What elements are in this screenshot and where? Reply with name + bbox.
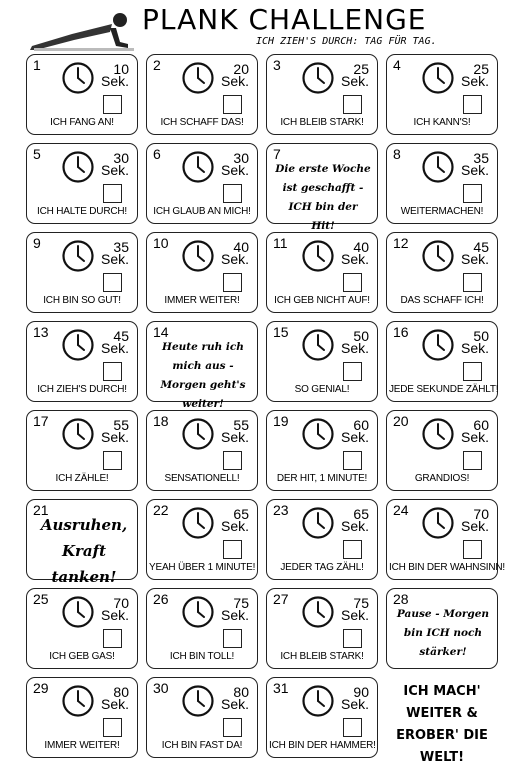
duration-seconds: 35	[113, 239, 129, 255]
rest-day-note: Heute ruh ich mich aus - Morgen geht's weiter!	[160, 341, 246, 410]
day-card	[146, 410, 258, 491]
duration	[93, 686, 129, 710]
day-number: 4	[393, 57, 401, 73]
day-number: 8	[393, 146, 401, 162]
duration-seconds: 50	[353, 328, 369, 344]
duration	[333, 686, 369, 710]
day-motto: WEITERMACHEN!	[400, 206, 484, 217]
duration-seconds: 80	[113, 684, 129, 700]
done-checkbox[interactable]	[343, 629, 362, 648]
clock-icon	[421, 506, 455, 540]
day-card	[386, 232, 498, 313]
done-checkbox[interactable]	[103, 451, 122, 470]
day-number: 17	[33, 413, 49, 429]
duration-unit: Sek.	[100, 162, 129, 178]
day-number: 10	[153, 235, 169, 251]
day-number: 12	[393, 235, 409, 251]
day-motto: ICH BIN SO GUT!	[43, 295, 121, 306]
done-checkbox[interactable]	[223, 718, 242, 737]
day-card	[386, 410, 498, 491]
done-checkbox[interactable]	[223, 451, 242, 470]
duration-seconds: 60	[353, 417, 369, 433]
day-card	[26, 677, 138, 758]
clock-icon	[181, 506, 215, 540]
done-checkbox[interactable]	[223, 184, 242, 203]
day-number: 27	[273, 591, 289, 607]
duration-seconds: 75	[233, 595, 249, 611]
day-motto: ICH GLAUB AN MICH!	[153, 206, 251, 217]
clock-icon	[421, 417, 455, 451]
done-checkbox[interactable]	[343, 95, 362, 114]
clock-icon	[181, 684, 215, 718]
duration-seconds: 25	[473, 61, 489, 77]
day-motto: ICH GEB GAS!	[49, 651, 115, 662]
day-motto: ICH ZIEH'S DURCH!	[37, 384, 127, 395]
duration	[453, 241, 489, 265]
day-card	[26, 54, 138, 135]
day-card	[26, 232, 138, 313]
duration-unit: Sek.	[100, 340, 129, 356]
clock-icon	[301, 417, 335, 451]
done-checkbox[interactable]	[343, 540, 362, 559]
duration-unit: Sek.	[220, 607, 249, 623]
day-motto: ICH BIN FAST DA!	[161, 740, 243, 751]
day-number: 31	[273, 680, 289, 696]
day-number: 2	[153, 57, 161, 73]
day-number: 7	[273, 146, 281, 162]
duration-seconds: 70	[473, 506, 489, 522]
clock-icon	[61, 61, 95, 95]
day-card	[386, 588, 498, 669]
duration-seconds: 30	[233, 150, 249, 166]
duration-unit: Sek.	[100, 696, 129, 712]
duration-unit: Sek.	[460, 429, 489, 445]
duration-seconds: 60	[473, 417, 489, 433]
done-checkbox[interactable]	[343, 273, 362, 292]
duration	[333, 241, 369, 265]
duration-seconds: 80	[233, 684, 249, 700]
final-message-card	[386, 677, 498, 765]
day-card	[386, 143, 498, 224]
done-checkbox[interactable]	[223, 273, 242, 292]
day-card	[266, 677, 378, 758]
duration-seconds: 35	[473, 150, 489, 166]
day-motto: JEDE SEKUNDE ZÄHLT!	[389, 384, 499, 395]
duration-unit: Sek.	[340, 429, 369, 445]
done-checkbox[interactable]	[103, 184, 122, 203]
day-card	[386, 499, 505, 580]
clock-icon	[181, 417, 215, 451]
duration-unit: Sek.	[460, 518, 489, 534]
done-checkbox[interactable]	[223, 95, 242, 114]
duration-unit: Sek.	[340, 251, 369, 267]
duration	[93, 152, 129, 176]
day-motto: ICH SCHAFF DAS!	[160, 117, 244, 128]
duration-seconds: 65	[353, 506, 369, 522]
duration	[453, 419, 489, 443]
day-motto: ICH BIN DER WAHNSINN!	[389, 562, 505, 573]
day-motto: ICH ZÄHLE!	[55, 473, 109, 484]
day-number: 11	[273, 235, 288, 251]
duration	[213, 686, 249, 710]
page-subtitle: ICH ZIEH'S DURCH: TAG FÜR TAG.	[256, 36, 437, 47]
duration	[453, 508, 489, 532]
duration-seconds: 20	[233, 61, 249, 77]
done-checkbox[interactable]	[463, 451, 482, 470]
done-checkbox[interactable]	[343, 718, 362, 737]
clock-icon	[301, 684, 335, 718]
duration-unit: Sek.	[220, 73, 249, 89]
day-motto: ICH BIN DER HAMMER!	[269, 740, 376, 751]
day-number: 13	[33, 324, 49, 340]
duration-seconds: 30	[113, 150, 129, 166]
day-number: 16	[393, 324, 409, 340]
day-number: 25	[33, 591, 49, 607]
duration-unit: Sek.	[340, 518, 369, 534]
day-motto: ICH BLEIB STARK!	[280, 651, 364, 662]
duration	[213, 508, 249, 532]
clock-icon	[61, 684, 95, 718]
day-card	[146, 54, 258, 135]
rest-day-note: Die erste Woche ist geschafft - ICH bin der Hit!	[275, 163, 371, 232]
duration-unit: Sek.	[460, 251, 489, 267]
day-card	[26, 588, 138, 669]
duration-unit: Sek.	[340, 73, 369, 89]
done-checkbox[interactable]	[223, 540, 242, 559]
duration-seconds: 45	[473, 239, 489, 255]
day-number: 5	[33, 146, 41, 162]
day-motto: ICH FANG AN!	[50, 117, 114, 128]
duration-seconds: 40	[353, 239, 369, 255]
day-motto: IMMER WEITER!	[44, 740, 120, 751]
day-card	[26, 499, 138, 586]
day-motto: ICH KANN'S!	[413, 117, 471, 128]
challenge-grid	[26, 54, 505, 765]
duration	[453, 330, 489, 354]
day-number: 21	[33, 502, 49, 518]
day-number: 20	[393, 413, 409, 429]
day-motto: IMMER WEITER!	[164, 295, 240, 306]
day-card	[266, 232, 378, 313]
day-number: 23	[273, 502, 289, 518]
duration	[333, 63, 369, 87]
day-motto: JEDER TAG ZÄHL!	[280, 562, 364, 573]
done-checkbox[interactable]	[463, 540, 482, 559]
day-card	[146, 321, 258, 410]
day-number: 15	[273, 324, 289, 340]
day-number: 22	[153, 502, 169, 518]
day-motto: ICH HALTE DURCH!	[37, 206, 127, 217]
clock-icon	[181, 150, 215, 184]
clock-icon	[301, 595, 335, 629]
day-number: 28	[393, 591, 409, 607]
done-checkbox[interactable]	[463, 273, 482, 292]
duration-seconds: 70	[113, 595, 129, 611]
duration-unit: Sek.	[220, 162, 249, 178]
clock-icon	[301, 239, 335, 273]
day-number: 1	[33, 57, 41, 73]
done-checkbox[interactable]	[103, 718, 122, 737]
day-card	[266, 143, 378, 232]
day-card	[266, 499, 378, 580]
day-card	[266, 321, 378, 402]
day-number: 14	[153, 324, 169, 340]
day-card	[386, 321, 498, 402]
final-message: ICH MACH' WEITER & EROBER' DIE WELT!	[396, 684, 488, 765]
day-card	[386, 54, 498, 135]
duration	[213, 241, 249, 265]
duration	[93, 63, 129, 87]
duration	[453, 152, 489, 176]
day-motto: ICH GEB NICHT AUF!	[274, 295, 370, 306]
duration	[213, 419, 249, 443]
duration-unit: Sek.	[340, 340, 369, 356]
duration-unit: Sek.	[100, 607, 129, 623]
clock-icon	[301, 328, 335, 362]
day-number: 29	[33, 680, 49, 696]
done-checkbox[interactable]	[103, 273, 122, 292]
duration-unit: Sek.	[220, 518, 249, 534]
duration	[453, 63, 489, 87]
duration-seconds: 25	[353, 61, 369, 77]
day-number: 24	[393, 502, 409, 518]
day-card	[146, 588, 258, 669]
duration	[213, 63, 249, 87]
day-number: 19	[273, 413, 289, 429]
duration-unit: Sek.	[460, 162, 489, 178]
duration-seconds: 65	[233, 506, 249, 522]
duration-unit: Sek.	[340, 696, 369, 712]
day-card	[266, 588, 378, 669]
day-card	[146, 232, 258, 313]
day-card	[146, 143, 258, 224]
rest-day-note: Pause - Morgen bin ICH noch stärker!	[396, 608, 490, 658]
duration-seconds: 90	[353, 684, 369, 700]
day-card	[146, 677, 258, 758]
clock-icon	[61, 150, 95, 184]
done-checkbox[interactable]	[223, 629, 242, 648]
duration-seconds: 45	[113, 328, 129, 344]
clock-icon	[421, 328, 455, 362]
duration	[93, 597, 129, 621]
header	[0, 0, 526, 56]
duration-unit: Sek.	[460, 340, 489, 356]
done-checkbox[interactable]	[463, 184, 482, 203]
duration-unit: Sek.	[100, 73, 129, 89]
done-checkbox[interactable]	[463, 362, 482, 381]
day-number: 30	[153, 680, 169, 696]
clock-icon	[61, 417, 95, 451]
duration	[93, 419, 129, 443]
duration	[333, 508, 369, 532]
duration	[333, 330, 369, 354]
done-checkbox[interactable]	[103, 362, 122, 381]
day-motto: SENSATIONELL!	[164, 473, 240, 484]
duration	[93, 330, 129, 354]
duration-seconds: 10	[113, 61, 129, 77]
day-card	[26, 321, 138, 402]
day-motto: DAS SCHAFF ICH!	[400, 295, 484, 306]
duration	[213, 152, 249, 176]
plank-figure-icon	[12, 6, 142, 56]
day-number: 3	[273, 57, 281, 73]
clock-icon	[301, 506, 335, 540]
clock-icon	[421, 150, 455, 184]
day-motto: ICH BLEIB STARK!	[280, 117, 364, 128]
duration-unit: Sek.	[220, 696, 249, 712]
done-checkbox[interactable]	[103, 95, 122, 114]
duration-unit: Sek.	[340, 607, 369, 623]
clock-icon	[421, 61, 455, 95]
day-card	[266, 410, 378, 491]
rest-day-note: Ausruhen, Kraft tanken!	[40, 516, 128, 586]
clock-icon	[181, 595, 215, 629]
duration-unit: Sek.	[100, 251, 129, 267]
day-motto: DER HIT, 1 MINUTE!	[276, 473, 368, 484]
day-number: 18	[153, 413, 169, 429]
clock-icon	[61, 595, 95, 629]
duration-unit: Sek.	[460, 73, 489, 89]
day-card	[266, 54, 378, 135]
day-motto: SO GENIAL!	[294, 384, 350, 395]
duration	[333, 419, 369, 443]
page-title: PLANK CHALLENGE	[142, 3, 427, 36]
duration-seconds: 50	[473, 328, 489, 344]
duration-seconds: 75	[353, 595, 369, 611]
day-number: 9	[33, 235, 41, 251]
clock-icon	[421, 239, 455, 273]
day-card	[26, 410, 138, 491]
duration-seconds: 40	[233, 239, 249, 255]
duration	[213, 597, 249, 621]
duration	[333, 597, 369, 621]
duration-seconds: 55	[113, 417, 129, 433]
clock-icon	[61, 239, 95, 273]
duration-unit: Sek.	[100, 429, 129, 445]
day-number: 6	[153, 146, 161, 162]
done-checkbox[interactable]	[103, 629, 122, 648]
day-motto: ICH BIN TOLL!	[169, 651, 235, 662]
clock-icon	[301, 61, 335, 95]
done-checkbox[interactable]	[463, 95, 482, 114]
day-motto: YEAH ÜBER 1 MINUTE!	[149, 562, 256, 573]
duration	[93, 241, 129, 265]
clock-icon	[181, 239, 215, 273]
day-motto: GRANDIOS!	[414, 473, 470, 484]
day-card	[26, 143, 138, 224]
clock-icon	[61, 328, 95, 362]
done-checkbox[interactable]	[343, 362, 362, 381]
clock-icon	[181, 61, 215, 95]
duration-unit: Sek.	[220, 251, 249, 267]
day-card	[146, 499, 258, 580]
duration-seconds: 55	[233, 417, 249, 433]
duration-unit: Sek.	[220, 429, 249, 445]
day-number: 26	[153, 591, 169, 607]
done-checkbox[interactable]	[343, 451, 362, 470]
